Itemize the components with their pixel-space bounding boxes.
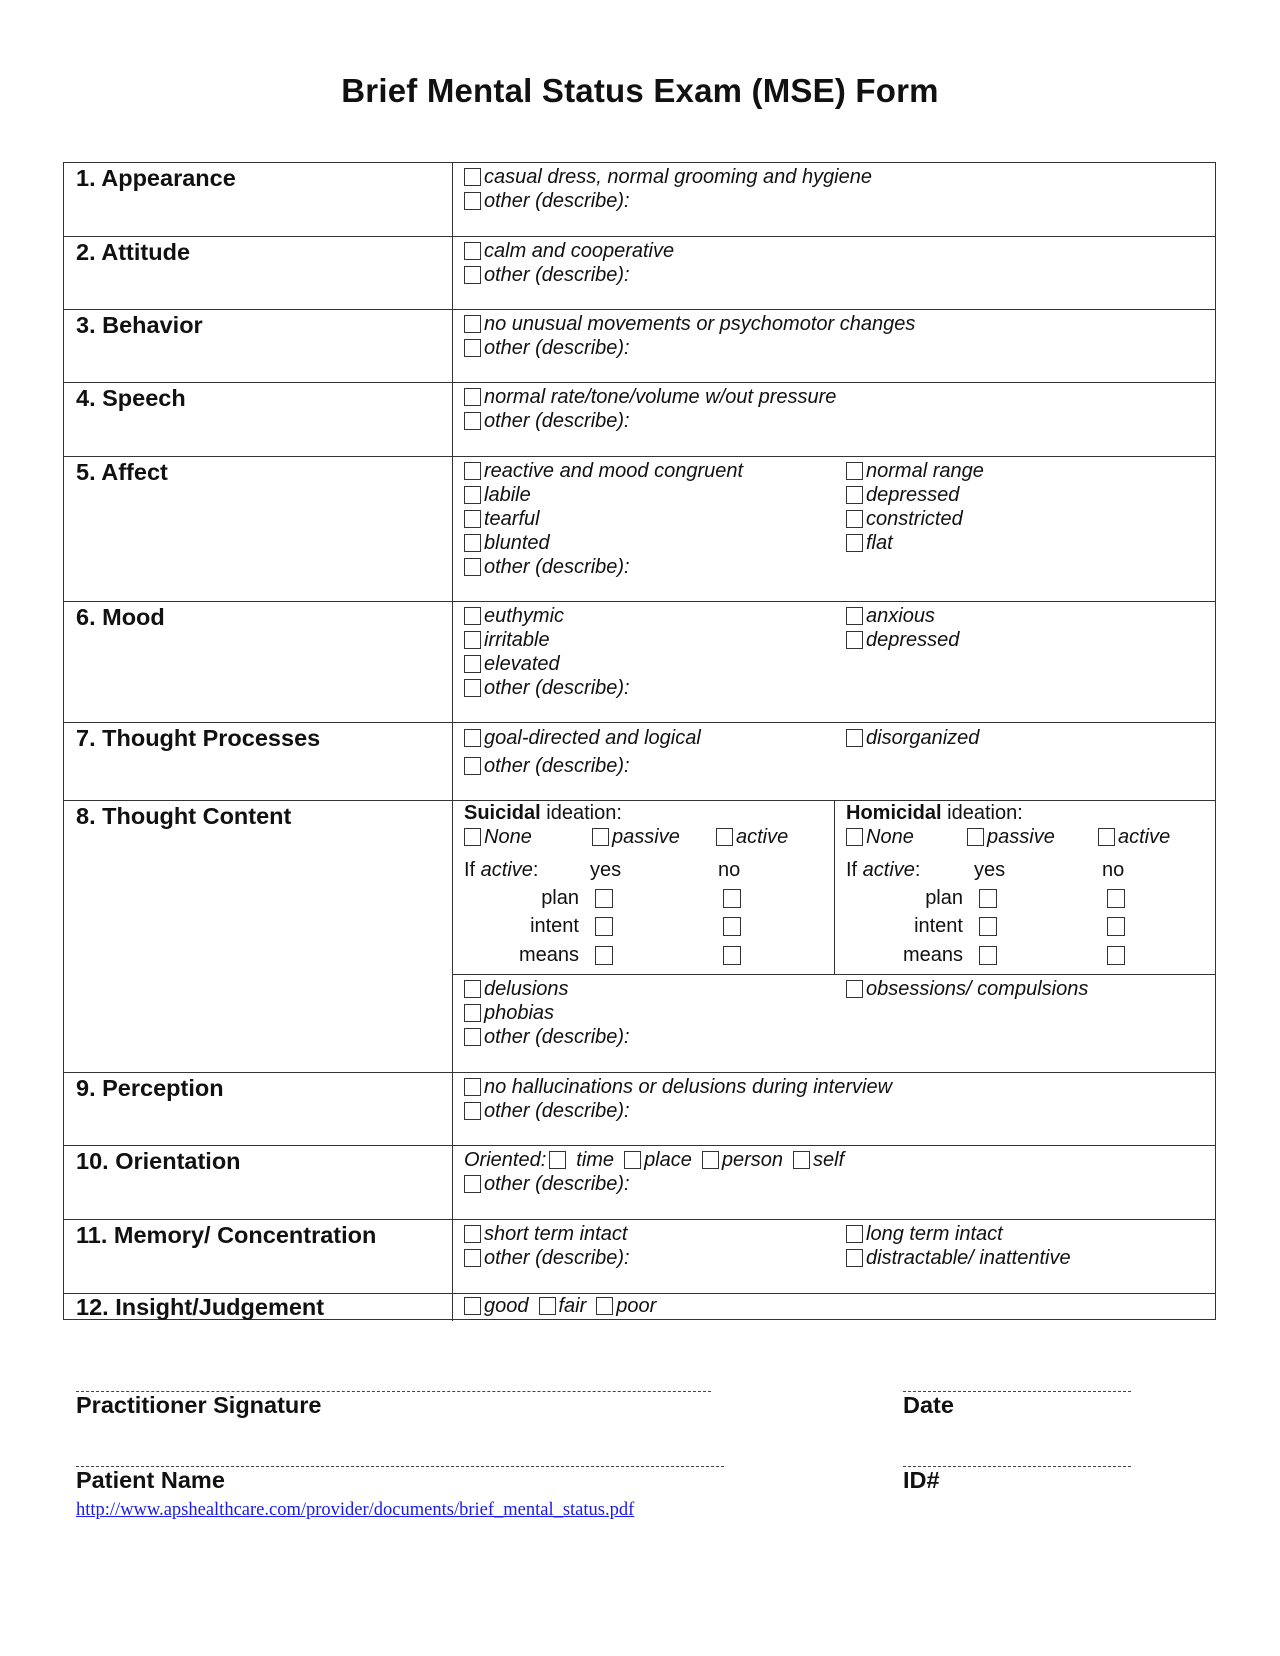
checkbox[interactable]	[846, 486, 863, 504]
option-label: normal rate/tone/volume w/out pressure	[484, 385, 837, 408]
option-label: phobias	[484, 1001, 555, 1024]
option-goal-directed[interactable]	[464, 726, 701, 750]
option-label: reactive and mood congruent	[484, 459, 744, 482]
option-thought-content-other[interactable]	[464, 1025, 630, 1049]
suicidal-none[interactable]	[464, 825, 532, 849]
section-orientation	[64, 1145, 1215, 1219]
checkbox[interactable]	[702, 1151, 719, 1169]
heading-bold: Homicidal	[846, 802, 942, 824]
option-phobias[interactable]	[464, 1001, 554, 1025]
option-label: distractable/ inattentive	[866, 1246, 1071, 1269]
option-casual-dress[interactable]	[464, 165, 872, 189]
option-label: None	[484, 825, 532, 848]
option-normal-rate[interactable]	[464, 385, 836, 409]
checkbox[interactable]	[464, 980, 481, 998]
insight-choices	[464, 1294, 656, 1318]
option-label: tearful	[484, 507, 540, 530]
homicidal-intent-no-checkbox[interactable]	[1107, 917, 1125, 936]
option-label: other (describe):	[484, 1172, 630, 1195]
checkbox[interactable]	[464, 1102, 481, 1120]
checkbox[interactable]	[846, 828, 863, 846]
suicidal-ideation-heading	[464, 802, 622, 825]
option-thought-process-other[interactable]	[464, 754, 630, 778]
option-label: casual dress, normal grooming and hygiene	[484, 165, 872, 188]
ideation-divider	[834, 801, 835, 974]
option-distractable[interactable]	[846, 1246, 1071, 1270]
option-normal-range[interactable]	[846, 459, 984, 483]
option-label: blunted	[484, 531, 550, 554]
checkbox[interactable]	[846, 534, 863, 552]
option-label: goal-directed and logical	[484, 726, 701, 749]
option-long-term-intact[interactable]	[846, 1222, 1003, 1246]
homicidal-plan-label: plan	[925, 887, 963, 909]
checkbox[interactable]	[592, 828, 609, 846]
section-affect	[64, 456, 1215, 601]
page-title: Brief Mental Status Exam (MSE) Form	[341, 72, 939, 109]
checkbox[interactable]	[464, 510, 481, 528]
option-label: delusions	[484, 977, 569, 1000]
heading-bold: Suicidal	[464, 802, 541, 824]
checkbox[interactable]	[846, 729, 863, 747]
checkbox[interactable]	[846, 462, 863, 480]
section-label: 10. Orientation	[76, 1148, 241, 1174]
if-prefix: If	[464, 859, 481, 881]
checkbox[interactable]	[539, 1297, 556, 1315]
checkbox[interactable]	[846, 510, 863, 528]
checkbox[interactable]	[464, 242, 481, 260]
suicidal-plan-label: plan	[541, 887, 579, 909]
option-perception-other[interactable]	[464, 1099, 630, 1123]
homicidal-plan-yes-checkbox[interactable]	[979, 889, 997, 908]
checkbox[interactable]	[464, 757, 481, 775]
option-label: active	[1118, 825, 1171, 848]
section-label: 5. Affect	[76, 459, 168, 485]
suicidal-intent-label: intent	[530, 915, 579, 937]
section-label: 9. Perception	[76, 1075, 224, 1101]
option-tearful[interactable]	[464, 507, 540, 531]
option-label: depressed	[866, 483, 960, 506]
section-appearance	[64, 163, 1215, 236]
section-thought-processes	[64, 722, 1215, 800]
option-label: other (describe):	[484, 1246, 630, 1269]
checkbox[interactable]	[464, 1175, 481, 1193]
option-label: no hallucinations or delusions during interview	[484, 1075, 893, 1098]
suicidal-yes-header: yes	[590, 859, 622, 881]
checkbox[interactable]	[846, 1225, 863, 1243]
option-label: place	[644, 1148, 692, 1171]
id-label: ID#	[903, 1467, 940, 1493]
option-affect-other[interactable]	[464, 555, 630, 579]
checkbox[interactable]	[793, 1151, 810, 1169]
section-mood	[64, 601, 1215, 722]
suicidal-means-no-checkbox[interactable]	[723, 946, 741, 965]
checkbox[interactable]	[464, 1249, 481, 1267]
checkbox[interactable]	[1098, 828, 1115, 846]
option-label: short term intact	[484, 1222, 628, 1245]
option-label: other (describe):	[484, 754, 630, 777]
heading-rest: ideation:	[540, 802, 622, 824]
section-label: 1. Appearance	[76, 165, 236, 191]
section-label: 11. Memory/ Concentration	[76, 1222, 377, 1248]
section-label: 3. Behavior	[76, 312, 203, 338]
homicidal-means-yes-checkbox[interactable]	[979, 946, 997, 965]
option-short-term-intact[interactable]	[464, 1222, 627, 1246]
if-italic: active	[862, 859, 915, 881]
checkbox[interactable]	[464, 534, 481, 552]
homicidal-no-header: no	[1102, 859, 1125, 881]
option-label: good	[484, 1294, 529, 1317]
checkbox[interactable]	[464, 462, 481, 480]
oriented-time[interactable]	[549, 1149, 614, 1172]
option-calm-cooperative[interactable]	[464, 239, 674, 263]
option-memory-other[interactable]	[464, 1246, 630, 1270]
checkbox[interactable]	[464, 388, 481, 406]
option-label: disorganized	[866, 726, 980, 749]
checkbox[interactable]	[464, 729, 481, 747]
checkbox[interactable]	[464, 412, 481, 430]
section-label: 12. Insight/Judgement	[76, 1294, 325, 1320]
option-obsessions-compulsions[interactable]	[846, 977, 1088, 1001]
checkbox[interactable]	[716, 828, 733, 846]
option-label: no unusual movements or psychomotor changes	[484, 312, 916, 335]
option-irritable[interactable]	[464, 628, 550, 652]
homicidal-means-label: means	[902, 944, 963, 966]
option-anxious[interactable]	[846, 604, 935, 628]
option-label: depressed	[866, 628, 960, 651]
suicidal-intent-no-checkbox[interactable]	[723, 917, 741, 936]
option-label: active	[736, 825, 789, 848]
option-blunted[interactable]	[464, 531, 550, 555]
section-insight-judgement	[64, 1293, 1215, 1321]
homicidal-passive[interactable]	[967, 825, 1055, 849]
if-suffix: :	[532, 859, 539, 881]
checkbox[interactable]	[464, 607, 481, 625]
option-label: anxious	[866, 604, 935, 627]
option-label: other (describe):	[484, 555, 630, 578]
option-label: other (describe):	[484, 409, 630, 432]
option-label: euthymic	[484, 604, 565, 627]
oriented-self[interactable]	[793, 1149, 844, 1172]
checkbox[interactable]	[464, 192, 481, 210]
homicidal-if-active	[846, 859, 920, 882]
checkbox[interactable]	[464, 339, 481, 357]
insight-poor[interactable]	[596, 1295, 656, 1318]
section-attitude	[64, 236, 1215, 309]
section-label: 7. Thought Processes	[76, 725, 321, 751]
option-appearance-other[interactable]	[464, 189, 630, 213]
date-label: Date	[903, 1392, 954, 1418]
oriented-place[interactable]	[624, 1149, 692, 1172]
checkbox[interactable]	[846, 631, 863, 649]
oriented-label: Oriented:	[464, 1148, 547, 1171]
homicidal-none[interactable]	[846, 825, 914, 849]
section-speech	[64, 382, 1215, 456]
heading-rest: ideation:	[941, 802, 1023, 824]
checkbox[interactable]	[846, 980, 863, 998]
suicidal-intent-yes-checkbox[interactable]	[595, 917, 613, 936]
homicidal-means-no-checkbox[interactable]	[1107, 946, 1125, 965]
homicidal-yes-header: yes	[974, 859, 1006, 881]
suicidal-plan-no-checkbox[interactable]	[723, 889, 741, 908]
checkbox[interactable]	[846, 607, 863, 625]
checkbox[interactable]	[549, 1151, 566, 1169]
section-label: 6. Mood	[76, 604, 165, 630]
option-label: irritable	[484, 628, 550, 651]
option-constricted[interactable]	[846, 507, 963, 531]
option-labile[interactable]	[464, 483, 531, 507]
homicidal-plan-no-checkbox[interactable]	[1107, 889, 1125, 908]
option-affect-depressed[interactable]	[846, 483, 959, 507]
option-attitude-other[interactable]	[464, 263, 630, 287]
section-perception	[64, 1072, 1215, 1145]
suicidal-means-yes-checkbox[interactable]	[595, 946, 613, 965]
option-label: None	[866, 825, 914, 848]
suicidal-passive[interactable]	[592, 825, 680, 849]
checkbox[interactable]	[464, 679, 481, 697]
checkbox[interactable]	[967, 828, 984, 846]
homicidal-intent-label: intent	[914, 915, 963, 937]
checkbox[interactable]	[464, 486, 481, 504]
option-label: calm and cooperative	[484, 239, 675, 262]
section-label: 4. Speech	[76, 385, 186, 411]
option-elevated[interactable]	[464, 652, 560, 676]
checkbox[interactable]	[464, 315, 481, 333]
section-label: 8. Thought Content	[76, 803, 292, 829]
option-label: other (describe):	[484, 263, 630, 286]
option-orientation-other[interactable]	[464, 1172, 630, 1196]
insight-good[interactable]	[464, 1295, 529, 1318]
option-mood-other[interactable]	[464, 676, 630, 700]
option-label: labile	[484, 483, 531, 506]
section-memory-concentration	[64, 1219, 1215, 1293]
checkbox[interactable]	[464, 266, 481, 284]
option-label: other (describe):	[484, 1099, 630, 1122]
option-label: normal range	[866, 459, 984, 482]
checkbox[interactable]	[464, 1004, 481, 1022]
patient-name-label: Patient Name	[76, 1467, 225, 1493]
checkbox[interactable]	[464, 1297, 481, 1315]
mse-form-table	[63, 162, 1216, 1320]
option-label: self	[813, 1148, 845, 1171]
option-label: passive	[987, 825, 1055, 848]
option-label: other (describe):	[484, 336, 630, 359]
checkbox[interactable]	[464, 558, 481, 576]
option-label: person	[721, 1148, 784, 1171]
checkbox[interactable]	[464, 1078, 481, 1096]
option-label: constricted	[866, 507, 963, 530]
homicidal-intent-yes-checkbox[interactable]	[979, 917, 997, 936]
option-delusions[interactable]	[464, 977, 569, 1001]
checkbox[interactable]	[596, 1297, 613, 1315]
option-label: other (describe):	[484, 1025, 630, 1048]
homicidal-active[interactable]	[1098, 825, 1170, 849]
checkbox[interactable]	[464, 828, 481, 846]
suicidal-means-label: means	[518, 944, 579, 966]
checkbox[interactable]	[464, 1225, 481, 1243]
section-thought-content	[64, 800, 1215, 1072]
option-label: poor	[616, 1294, 657, 1317]
checkbox[interactable]	[464, 168, 481, 186]
option-label: elevated	[484, 652, 560, 675]
option-no-hallucinations[interactable]	[464, 1075, 892, 1099]
option-label: other (describe):	[484, 189, 630, 212]
if-suffix: :	[914, 859, 921, 881]
option-no-unusual-movements[interactable]	[464, 312, 915, 336]
suicidal-plan-yes-checkbox[interactable]	[595, 889, 613, 908]
option-label: obsessions/ compulsions	[866, 977, 1089, 1000]
suicidal-if-active	[464, 859, 538, 882]
checkbox[interactable]	[464, 631, 481, 649]
option-label: long term intact	[866, 1222, 1003, 1245]
homicidal-ideation-heading	[846, 802, 1023, 825]
section-behavior	[64, 309, 1215, 382]
option-label: passive	[612, 825, 680, 848]
section-label: 2. Attitude	[76, 239, 191, 265]
option-label: flat	[866, 531, 893, 554]
suicidal-active[interactable]	[716, 825, 788, 849]
option-behavior-other[interactable]	[464, 336, 630, 360]
option-disorganized[interactable]	[846, 726, 979, 750]
practitioner-signature-label: Practitioner Signature	[76, 1392, 322, 1418]
checkbox[interactable]	[464, 655, 481, 673]
suicidal-no-header: no	[718, 859, 741, 881]
option-speech-other[interactable]	[464, 409, 630, 433]
option-euthymic[interactable]	[464, 604, 564, 628]
insight-fair[interactable]	[539, 1295, 587, 1318]
checkbox[interactable]	[846, 1249, 863, 1267]
option-mood-depressed[interactable]	[846, 628, 959, 652]
option-reactive-mood-congruent[interactable]	[464, 459, 743, 483]
option-label: fair	[558, 1294, 587, 1317]
checkbox[interactable]	[624, 1151, 641, 1169]
option-label: time	[576, 1148, 615, 1171]
checkbox[interactable]	[464, 1028, 481, 1046]
source-link[interactable]: http://www.apshealthcare.com/provider/documents/brief_mental_status.pdf	[76, 1500, 635, 1520]
if-prefix: If	[846, 859, 863, 881]
oriented-row	[464, 1148, 844, 1172]
oriented-person[interactable]	[702, 1149, 783, 1172]
option-label: other (describe):	[484, 676, 630, 699]
if-italic: active	[480, 859, 533, 881]
option-flat[interactable]	[846, 531, 893, 555]
